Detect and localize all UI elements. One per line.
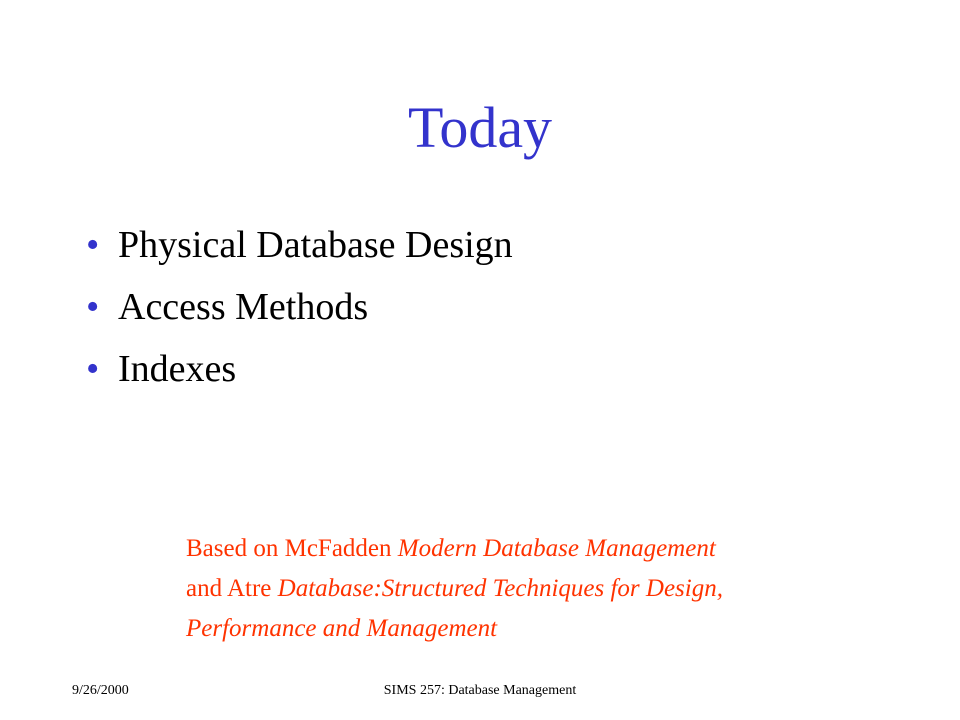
bullet-item [86, 338, 513, 400]
citation-line-1 [186, 529, 906, 569]
citation-line-2 [186, 569, 906, 609]
bullet-text: Indexes [118, 348, 237, 390]
footer-course-title: SIMS 257: Database Management [383, 683, 577, 698]
bullet-text: Physical Database Design [118, 224, 513, 266]
bullet-icon: • [86, 286, 100, 328]
bullet-text: Access Methods [118, 286, 369, 328]
bullet-item [86, 276, 513, 338]
citation-text: and Atre [186, 575, 278, 602]
citation-book-title: Database:Structured Techniques for Design, [277, 575, 723, 602]
citation-line-3 [186, 609, 906, 649]
bullet-icon: • [86, 348, 100, 390]
citation-note [186, 529, 906, 649]
footer-date: 9/26/2000 [72, 683, 129, 698]
bullet-icon: • [86, 224, 100, 266]
citation-text: Based on McFadden [186, 535, 398, 562]
citation-book-title: Modern Database Management [397, 535, 716, 562]
bullet-list [86, 214, 513, 400]
slide-title: Today [407, 95, 553, 160]
citation-book-title: Performance and Management [186, 615, 498, 642]
bullet-item [86, 214, 513, 276]
